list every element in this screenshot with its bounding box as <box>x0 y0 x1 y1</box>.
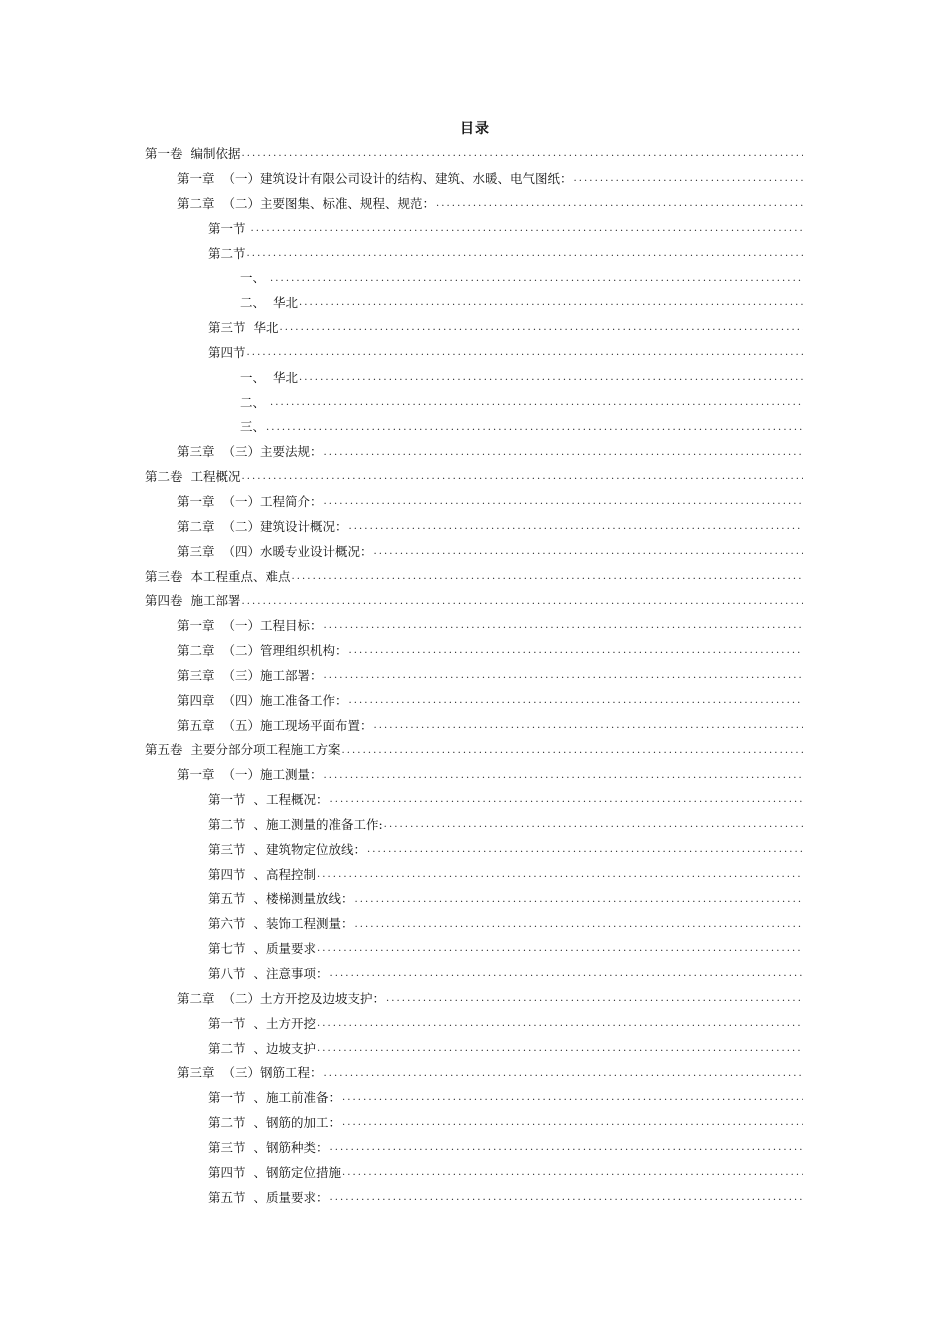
toc-entry[interactable] <box>145 738 803 763</box>
toc-dot-leader <box>342 1168 803 1178</box>
toc-entry[interactable] <box>145 639 803 664</box>
toc-entry[interactable] <box>145 167 803 192</box>
toc-entry[interactable] <box>145 788 803 813</box>
toc-entry[interactable] <box>145 589 803 614</box>
toc-dot-leader <box>323 448 803 458</box>
toc-dot-leader <box>348 522 803 532</box>
toc-entry-text: 第七节 、质量要求 <box>208 941 316 957</box>
toc-entry[interactable] <box>145 540 803 565</box>
toc-entry-text: 第一章 （一）施工测量： <box>177 767 323 783</box>
toc-entry-text: 第一节 、土方开挖 <box>208 1015 316 1031</box>
toc-entry[interactable] <box>145 763 803 788</box>
toc-dot-leader <box>573 174 803 184</box>
toc-dot-leader <box>386 994 803 1004</box>
toc-dot-leader <box>329 969 803 979</box>
toc-dot-leader <box>436 199 803 209</box>
toc-entry[interactable] <box>145 415 803 440</box>
toc-entry-text: 第三章 （三）施工部署： <box>177 667 323 683</box>
toc-entry[interactable] <box>145 1136 803 1161</box>
toc-dot-leader <box>279 323 803 333</box>
toc-dot-leader <box>341 746 803 756</box>
toc-entry[interactable] <box>145 912 803 937</box>
toc-entry-text: 第一章 （一）工程目标： <box>177 618 323 634</box>
toc-dot-leader <box>348 696 803 706</box>
toc-dot-leader <box>317 1044 803 1054</box>
toc-entry-text: 第三卷 本工程重点、难点 <box>145 568 291 584</box>
toc-dot-leader <box>367 845 803 855</box>
toc-entry[interactable] <box>145 366 803 391</box>
toc-entry[interactable] <box>145 1036 803 1061</box>
toc-dot-leader <box>323 671 803 681</box>
toc-entry-text: 二、 <box>240 394 269 410</box>
toc-entry-text: 第三节 、建筑物定位放线： <box>208 841 366 857</box>
toc-entry[interactable] <box>145 962 803 987</box>
toc-entry[interactable] <box>145 490 803 515</box>
toc-entry[interactable] <box>145 440 803 465</box>
toc-dot-leader <box>342 1093 803 1103</box>
toc-dot-leader <box>342 1118 803 1128</box>
toc-entry[interactable] <box>145 341 803 366</box>
toc-entry[interactable] <box>145 291 803 316</box>
toc-dot-leader <box>317 870 803 880</box>
toc-dot-leader <box>270 398 803 408</box>
toc-entry-text: 第三节 华北 <box>208 320 279 336</box>
toc-dot-leader <box>247 348 803 358</box>
toc-entry-text: 第六节 、装饰工程测量： <box>208 916 354 932</box>
toc-entry-text: 第八节 、注意事项： <box>208 966 329 982</box>
toc-entry[interactable] <box>145 887 803 912</box>
toc-entry[interactable] <box>145 266 803 291</box>
toc-entry-text: 第四节 <box>208 344 246 360</box>
toc-entry[interactable] <box>145 689 803 714</box>
toc-entry-text: 第二章 （二）建筑设计概况： <box>177 518 348 534</box>
toc-dot-leader <box>270 274 803 284</box>
toc-entry-text: 第三节 、钢筋种类： <box>208 1139 329 1155</box>
toc-entry-text: 第二卷 工程概况 <box>145 469 241 485</box>
toc-entry-text: 第一章 （一）建筑设计有限公司设计的结构、建筑、水暖、电气图纸： <box>177 171 573 187</box>
toc-dot-leader <box>329 1193 803 1203</box>
toc-dot-leader <box>354 895 803 905</box>
toc-dot-leader <box>373 547 803 557</box>
table-of-contents <box>145 142 803 1210</box>
toc-dot-leader <box>247 249 803 259</box>
toc-entry[interactable] <box>145 465 803 490</box>
toc-entry[interactable] <box>145 862 803 887</box>
toc-dot-leader <box>317 1019 803 1029</box>
toc-dot-leader <box>317 944 803 954</box>
toc-entry[interactable] <box>145 1111 803 1136</box>
toc-entry[interactable] <box>145 614 803 639</box>
toc-entry-text: 第一节 、工程概况： <box>208 792 329 808</box>
toc-dot-leader <box>323 621 803 631</box>
toc-entry[interactable] <box>145 664 803 689</box>
toc-entry[interactable] <box>145 217 803 242</box>
toc-entry-text: 第二章 （二）主要图集、标准、规程、规范： <box>177 195 435 211</box>
toc-entry-text: 第五节 、质量要求： <box>208 1189 329 1205</box>
toc-dot-leader <box>250 224 803 234</box>
toc-title: 目录 <box>460 121 490 137</box>
toc-entry-text: 第五章 （五）施工现场平面布置： <box>177 717 373 733</box>
toc-entry[interactable] <box>145 1161 803 1186</box>
toc-entry-text: 第一章 （一）工程简介： <box>177 493 323 509</box>
toc-entry-text: 第二章 （二）管理组织机构： <box>177 643 348 659</box>
toc-dot-leader <box>266 423 803 433</box>
toc-entry-text: 第四章 （四）施工准备工作： <box>177 692 348 708</box>
toc-entry-text: 第一节 <box>208 220 250 236</box>
toc-entry-text: 二、 华北 <box>240 295 298 311</box>
toc-entry-text: 第四节 、钢筋定位措施 <box>208 1164 341 1180</box>
toc-entry-text: 第一节 、施工前准备： <box>208 1090 341 1106</box>
toc-entry[interactable] <box>145 316 803 341</box>
toc-dot-leader <box>323 497 803 507</box>
toc-dot-leader <box>299 298 803 308</box>
toc-dot-leader <box>299 373 803 383</box>
toc-entry-text: 第四节 、高程控制 <box>208 866 316 882</box>
toc-entry-text: 第五卷 主要分部分项工程施工方案 <box>145 742 341 758</box>
toc-entry-text: 第五节 、楼梯测量放线： <box>208 891 354 907</box>
toc-dot-leader <box>323 1069 803 1079</box>
toc-dot-leader <box>241 597 803 607</box>
toc-entry[interactable] <box>145 142 803 167</box>
toc-entry-text: 第一卷 编制依据 <box>145 146 241 162</box>
toc-entry[interactable] <box>145 838 803 863</box>
toc-entry-text: 第四卷 施工部署 <box>145 593 241 609</box>
toc-entry[interactable] <box>145 390 803 415</box>
toc-entry-text: 第三章 （三）主要法规： <box>177 444 323 460</box>
toc-entry[interactable] <box>145 564 803 589</box>
toc-entry-text: 第三章 （三）钢筋工程： <box>177 1065 323 1081</box>
toc-dot-leader <box>329 1143 803 1153</box>
toc-dot-leader <box>354 920 803 930</box>
toc-entry[interactable] <box>145 1012 803 1037</box>
toc-entry-text: 第三章 （四）水暖专业设计概况： <box>177 543 373 559</box>
toc-entry-text: 一、 华北 <box>240 369 298 385</box>
toc-dot-leader <box>241 149 803 159</box>
toc-entry[interactable] <box>145 987 803 1012</box>
toc-entry-text: 第二节 <box>208 245 246 261</box>
toc-dot-leader <box>323 771 803 781</box>
toc-dot-leader <box>348 646 803 656</box>
toc-entry[interactable] <box>145 1061 803 1086</box>
toc-entry[interactable] <box>145 937 803 962</box>
toc-entry[interactable] <box>145 192 803 217</box>
toc-dot-leader <box>329 795 803 805</box>
toc-entry[interactable] <box>145 241 803 266</box>
toc-entry[interactable] <box>145 515 803 540</box>
toc-entry-text: 三、 <box>240 419 266 435</box>
toc-entry[interactable] <box>145 713 803 738</box>
toc-entry-text: 第二章 （二）土方开挖及边坡支护： <box>177 990 385 1006</box>
toc-entry[interactable] <box>145 813 803 838</box>
toc-entry[interactable] <box>145 1086 803 1111</box>
toc-entry-text: 第二节 、钢筋的加工： <box>208 1115 341 1131</box>
toc-entry-text: 第二节 、施工测量的准备工作: <box>208 816 383 832</box>
toc-entry-text: 一、 <box>240 270 269 286</box>
toc-dot-leader <box>384 820 803 830</box>
toc-dot-leader <box>241 472 803 482</box>
toc-entry-text: 第二节 、边坡支护 <box>208 1040 316 1056</box>
toc-entry[interactable] <box>145 1185 803 1210</box>
toc-dot-leader <box>291 572 803 582</box>
toc-dot-leader <box>373 721 803 731</box>
